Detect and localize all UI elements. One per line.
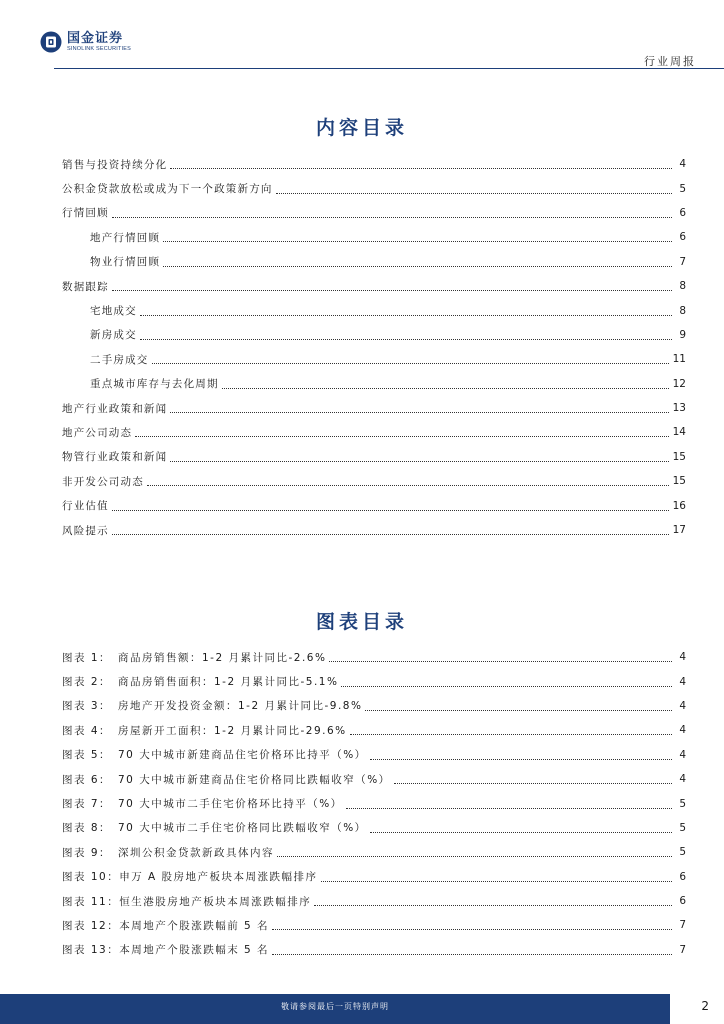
dot-leader: [163, 265, 672, 267]
entry-page-number: 12: [672, 377, 686, 390]
figures-list: [62, 645, 686, 962]
entry-page-number: 14: [672, 426, 686, 439]
entry-page-number: 13: [672, 402, 686, 415]
dot-leader: [135, 435, 668, 437]
entry-page-number: 7: [679, 255, 686, 268]
toc-entry[interactable]: [62, 518, 686, 542]
figure-entry[interactable]: [62, 865, 686, 889]
dot-leader: [140, 338, 672, 340]
figure-entry-label: [62, 894, 311, 909]
figure-number: 图表 7：: [62, 798, 112, 811]
toc-entry-label: 公积金贷款放松或成为下一个政策新方向: [62, 183, 273, 196]
toc-entry-label: 地产公司动态: [62, 426, 133, 439]
page-number: 2: [701, 999, 709, 1013]
toc-subentry[interactable]: [62, 372, 686, 396]
figure-entry-label: [62, 942, 269, 957]
figure-number: 图表 2：: [62, 676, 112, 689]
toc-subentry[interactable]: [62, 225, 686, 249]
dot-leader: [346, 807, 672, 809]
entry-page-number: 7: [679, 919, 686, 932]
figure-entry[interactable]: [62, 913, 686, 937]
dot-leader: [370, 831, 672, 833]
figure-number: 图表 6：: [62, 773, 112, 786]
dot-leader: [112, 533, 669, 535]
page-header: [0, 0, 724, 70]
figure-caption: 本周地产个股涨跌幅前 5 名: [119, 919, 270, 932]
figure-number: 图表 1：: [62, 651, 112, 664]
entry-page-number: 6: [679, 895, 686, 908]
figure-number: 图表 11：: [62, 895, 120, 908]
entry-page-number: 17: [672, 524, 686, 537]
entry-page-number: 15: [672, 475, 686, 488]
figure-entry-label: [62, 796, 343, 811]
dot-leader: [112, 216, 672, 218]
figure-number: 图表 12：: [62, 919, 120, 932]
dot-leader: [314, 904, 672, 906]
footer-disclaimer: 敬请参阅最后一页特别声明: [281, 1002, 389, 1011]
figure-entry[interactable]: [62, 840, 686, 864]
figure-caption: 商品房销售面积：1-2 月累计同比-5.1%: [118, 676, 339, 689]
figure-caption: 70 大中城市二手住宅价格同比跌幅收窄（%）: [118, 822, 367, 835]
entry-page-number: 16: [672, 499, 686, 512]
figure-entry-label: [62, 698, 362, 713]
entry-page-number: 4: [679, 675, 686, 688]
figure-entry[interactable]: [62, 767, 686, 791]
toc-entry-label: 新房成交: [90, 329, 137, 342]
figure-entry-label: [62, 650, 326, 665]
figures-title: 图表目录: [315, 611, 408, 633]
figure-caption: 房地产开发投资金额：1-2 月累计同比-9.8%: [118, 700, 363, 713]
entry-page-number: 4: [679, 724, 686, 737]
figure-caption: 深圳公积金贷款新政具体内容: [118, 846, 274, 859]
toc-entry-label: 非开发公司动态: [62, 475, 144, 488]
figure-entry[interactable]: [62, 938, 686, 962]
entry-page-number: 8: [679, 304, 686, 317]
dot-leader: [112, 289, 672, 291]
dot-leader: [272, 953, 672, 955]
toc-subentry[interactable]: [62, 298, 686, 322]
entry-page-number: 11: [672, 353, 686, 366]
figure-number: 图表 3：: [62, 700, 112, 713]
toc-entry[interactable]: [62, 445, 686, 469]
dot-leader: [329, 660, 672, 662]
toc-entry-label: 二手房成交: [90, 353, 149, 366]
toc-entry[interactable]: [62, 176, 686, 200]
contents-list: [62, 152, 686, 542]
figure-caption: 恒生港股房地产板块本周涨跌幅排序: [119, 895, 312, 908]
dot-leader: [163, 240, 672, 242]
entry-page-number: 4: [679, 651, 686, 664]
toc-entry-label: 物业行情回顾: [90, 256, 161, 269]
entry-page-number: 4: [679, 158, 686, 171]
figure-entry-label: [62, 845, 274, 860]
toc-entry-label: 物管行业政策和新闻: [62, 451, 168, 464]
figure-entry-label: [62, 674, 338, 689]
dot-leader: [170, 167, 672, 169]
figure-number: 图表 9：: [62, 846, 112, 859]
dot-leader: [170, 460, 668, 462]
figure-number: 图表 10：: [62, 871, 120, 884]
toc-entry[interactable]: [62, 420, 686, 444]
toc-entry[interactable]: [62, 396, 686, 420]
figure-entry[interactable]: [62, 669, 686, 693]
figure-entry-label: [62, 820, 367, 835]
dot-leader: [170, 411, 668, 413]
figure-caption: 商品房销售额：1-2 月累计同比-2.6%: [118, 651, 327, 664]
figure-number: 图表 8：: [62, 822, 112, 835]
dot-leader: [222, 387, 669, 389]
figure-entry[interactable]: [62, 645, 686, 669]
logo-english-name: SINOLINK SECURITIES: [67, 45, 132, 52]
toc-subentry[interactable]: [62, 323, 686, 347]
entry-page-number: 15: [672, 450, 686, 463]
figure-entry[interactable]: [62, 791, 686, 815]
figure-entry[interactable]: [62, 718, 686, 742]
entry-page-number: 6: [679, 870, 686, 883]
figure-caption: 房屋新开工面积：1-2 月累计同比-29.6%: [118, 724, 347, 737]
entry-page-number: 4: [679, 773, 686, 786]
figure-entry[interactable]: [62, 743, 686, 767]
dot-leader: [112, 509, 669, 511]
figure-entry-label: [62, 772, 391, 787]
toc-entry[interactable]: [62, 469, 686, 493]
dot-leader: [276, 192, 672, 194]
dot-leader: [277, 855, 672, 857]
toc-entry-label: 地产行情回顾: [90, 231, 161, 244]
toc-entry-label: 行情回顾: [62, 207, 109, 220]
dot-leader: [341, 685, 672, 687]
figure-entry[interactable]: [62, 816, 686, 840]
entry-page-number: 5: [679, 182, 686, 195]
entry-page-number: 4: [679, 699, 686, 712]
dot-leader: [140, 314, 672, 316]
dot-leader: [394, 782, 672, 784]
figure-entry-label: [62, 747, 367, 762]
entry-page-number: 6: [679, 231, 686, 244]
entry-page-number: 5: [679, 821, 686, 834]
figure-caption: 申万 A 股房地产板块本周涨跌幅排序: [119, 871, 318, 884]
report-type-label: 行业周报: [644, 55, 696, 68]
toc-entry-label: 风险提示: [62, 524, 109, 537]
figure-number: 图表 5：: [62, 749, 112, 762]
logo-chinese-name: 国金证券: [67, 30, 124, 46]
dot-leader: [370, 758, 672, 760]
entry-page-number: 8: [679, 280, 686, 293]
toc-entry[interactable]: [62, 152, 686, 176]
figure-caption: 70 大中城市新建商品住宅价格同比跌幅收窄（%）: [118, 773, 391, 786]
figure-entry-label: [62, 869, 318, 884]
toc-subentry[interactable]: [62, 250, 686, 274]
figure-caption: 70 大中城市新建商品住宅价格环比持平（%）: [118, 749, 367, 762]
figure-entry-label: [62, 918, 269, 933]
company-logo: [40, 31, 131, 53]
toc-entry-label: 销售与投资持续分化: [62, 158, 168, 171]
dot-leader: [365, 709, 672, 711]
dot-leader: [152, 362, 669, 364]
header-divider: [54, 68, 724, 69]
contents-title: 内容目录: [315, 117, 408, 139]
toc-entry-label: 重点城市库存与去化周期: [90, 378, 219, 391]
entry-page-number: 5: [679, 797, 686, 810]
toc-entry-label: 数据跟踪: [62, 280, 109, 293]
toc-entry[interactable]: [62, 493, 686, 517]
figure-caption: 本周地产个股涨跌幅末 5 名: [119, 944, 270, 957]
dot-leader: [147, 484, 669, 486]
toc-entry[interactable]: [62, 274, 686, 298]
dot-leader: [321, 880, 672, 882]
dot-leader: [350, 733, 672, 735]
toc-entry[interactable]: [62, 201, 686, 225]
figure-number: 图表 4：: [62, 724, 112, 737]
toc-subentry[interactable]: [62, 347, 686, 371]
figure-entry[interactable]: [62, 694, 686, 718]
entry-page-number: 7: [679, 943, 686, 956]
entry-page-number: 9: [679, 328, 686, 341]
sinolink-logo-icon: [40, 31, 62, 53]
entry-page-number: 4: [679, 748, 686, 761]
dot-leader: [272, 928, 672, 930]
toc-entry-label: 行业估值: [62, 500, 109, 513]
entry-page-number: 6: [679, 206, 686, 219]
toc-entry-label: 宅地成交: [90, 305, 137, 318]
figure-entry[interactable]: [62, 889, 686, 913]
toc-entry-label: 地产行业政策和新闻: [62, 402, 168, 415]
figure-caption: 70 大中城市二手住宅价格环比持平（%）: [118, 798, 343, 811]
figure-number: 图表 13：: [62, 944, 120, 957]
entry-page-number: 5: [679, 846, 686, 859]
figure-entry-label: [62, 723, 347, 738]
